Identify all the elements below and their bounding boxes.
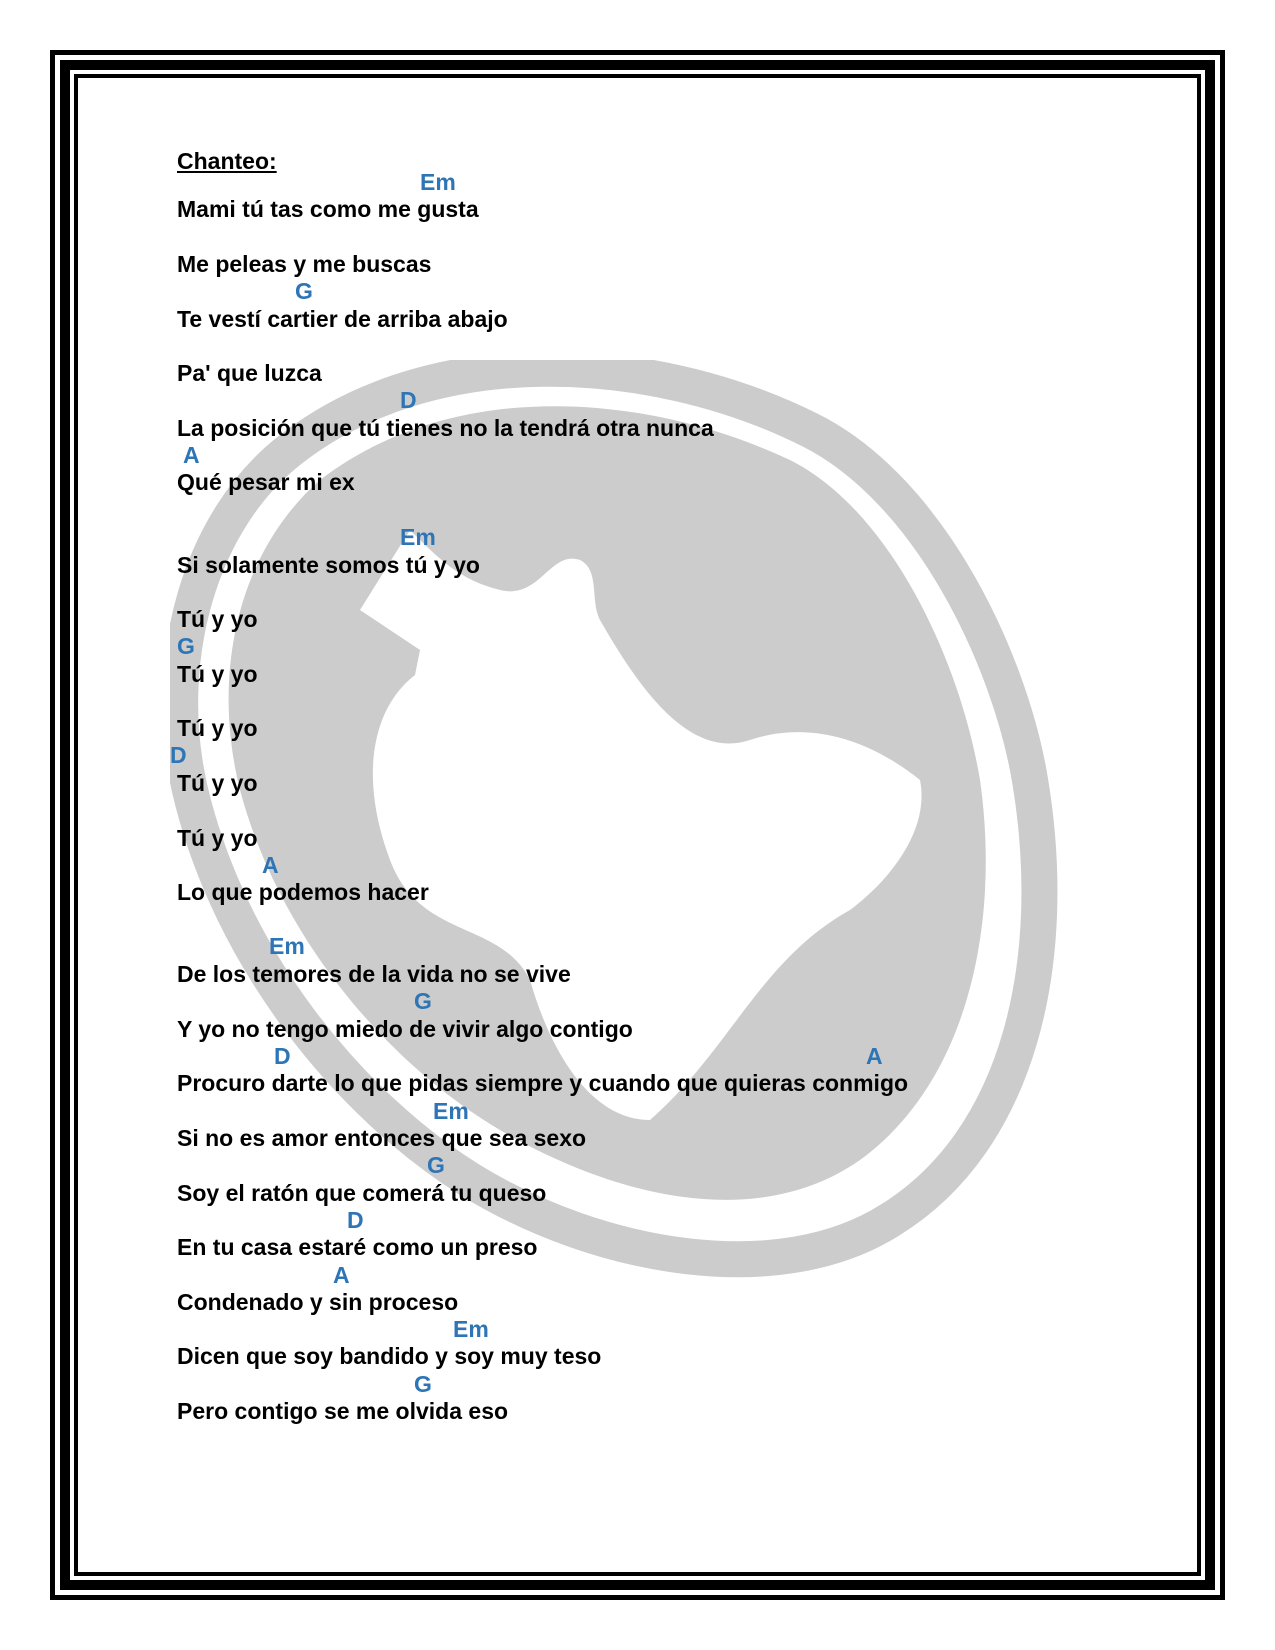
- chord-em: Em: [400, 524, 436, 550]
- lyric-line: Tú y yo: [177, 825, 258, 851]
- lyric-line: Qué pesar mi ex: [177, 469, 355, 495]
- lyric-line: Mami tú tas como me gusta: [177, 196, 479, 222]
- chord-d: D: [400, 387, 417, 413]
- lyric-line: Soy el ratón que comerá tu queso: [177, 1180, 547, 1206]
- chord-d: D: [274, 1043, 291, 1069]
- chord-g: G: [414, 1371, 432, 1397]
- lyric-line: Te vestí cartier de arriba abajo: [177, 306, 508, 332]
- lyric-line: Y yo no tengo miedo de vivir algo contigo: [177, 1016, 633, 1042]
- lyric-line: Si no es amor entonces que sea sexo: [177, 1125, 587, 1151]
- chord-a: A: [262, 852, 279, 878]
- chord-d: D: [170, 742, 187, 768]
- chord-g: G: [177, 633, 195, 659]
- lyric-line: Tú y yo: [177, 715, 258, 741]
- lyric-line: La posición que tú tienes no la tendrá otra nunca: [177, 415, 714, 441]
- chord-d: D: [347, 1207, 364, 1233]
- lyric-line: Lo que podemos hacer: [177, 879, 429, 905]
- chord-em: Em: [433, 1098, 469, 1124]
- lyric-line: Tú y yo: [177, 661, 258, 687]
- lyric-line: Me peleas y me buscas: [177, 251, 432, 277]
- lyric-line: Tú y yo: [177, 770, 258, 796]
- chord-em: Em: [269, 933, 305, 959]
- lyric-line: En tu casa estaré como un preso: [177, 1234, 538, 1260]
- chord-g: G: [414, 988, 432, 1014]
- chord-g: G: [295, 278, 313, 304]
- chord-em: Em: [453, 1316, 489, 1342]
- chord-a: A: [866, 1043, 883, 1069]
- section-heading: Chanteo:: [177, 148, 277, 174]
- chord-a: A: [183, 442, 200, 468]
- lyric-line: Procuro darte lo que pidas siempre y cuando que quieras conmigo: [177, 1070, 909, 1096]
- lyric-line: Pero contigo se me olvida eso: [177, 1398, 509, 1424]
- chord-g: G: [427, 1152, 445, 1178]
- lyric-line: Si solamente somos tú y yo: [177, 552, 480, 578]
- lyric-line: Pa' que luzca: [177, 360, 322, 386]
- lyric-line: Dicen que soy bandido y soy muy teso: [177, 1343, 602, 1369]
- lyric-line: De los temores de la vida no se vive: [177, 961, 571, 987]
- lyric-line: Condenado y sin proceso: [177, 1289, 459, 1315]
- chord-em: Em: [420, 169, 456, 195]
- chord-a: A: [333, 1262, 350, 1288]
- lyric-line: Tú y yo: [177, 606, 258, 632]
